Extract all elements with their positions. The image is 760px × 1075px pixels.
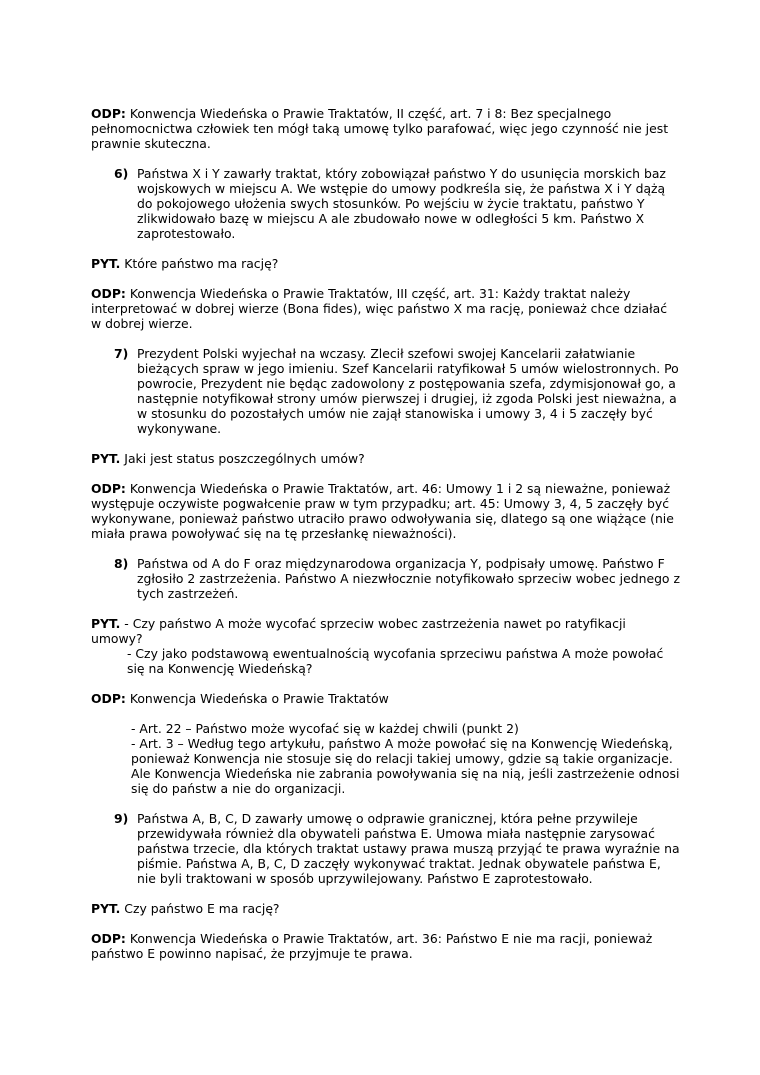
document-page <box>91 106 681 976</box>
case-text: Państwa X i Y zawarły traktat, który zobowiązał państwo Y do usunięcia morskich baz wojskowych w miejscu A. We wstępie do umowy podkreśla się, że państwa X i Y dążą do pokojowego ułożenia swych stosunków. Po wejściu w życie traktatu, państwo Y zlikwidowało bazę w miejscu A ale zbudowało nowe w odległości 5 km. Państwo X zaprotestowało. <box>137 166 666 241</box>
answer-text: Konwencja Wiedeńska o Prawie Traktatów, III część, art. 31: Każdy traktat należy interpretować w dobrej wierze (Bona fides), więc państwo X ma rację, ponieważ chce działać w dobrej wierze. <box>91 286 668 331</box>
pyt-label: PYT. <box>91 616 121 631</box>
article-item: - Art. 22 – Państwo może wycofać się w każdej chwili (punkt 2) <box>131 721 519 736</box>
question-paragraph <box>91 646 681 676</box>
question-text: - Czy jako podstawową ewentualnością wycofania sprzeciwu państwa A może powołać się na Konwencję Wiedeńską? <box>127 646 664 676</box>
question-text: - Czy państwo A może wycofać sprzeciw wobec zastrzeżenia nawet po ratyfikacji umowy? <box>91 616 626 646</box>
answer-paragraph <box>91 931 681 961</box>
case-text: Państwa A, B, C, D zawarły umowę o odprawie granicznej, która pełne przywileje przewidywała również dla obywateli państwa E. Umowa miała następnie zarysować państwa trzecie, dla których traktat ustawy prawa muszą przyjąć te prawa wyraźnie na piśmie. Państwa A, B, C, D zaczęły wykonywać traktat. Jednak obywatele państwa E, nie byli traktowani w sposób uprzywilejowany. Państwo E zaprotestowało. <box>137 811 680 886</box>
pyt-label: PYT. <box>91 256 121 271</box>
question-paragraph <box>91 451 681 466</box>
answer-paragraph <box>91 286 681 331</box>
case-item-7 <box>114 346 681 436</box>
case-number: 9) <box>114 811 129 826</box>
question-paragraph <box>91 616 681 646</box>
case-text: Prezydent Polski wyjechał na wczasy. Zlecił szefowi swojej Kancelarii załatwianie bieżących spraw w jego imieniu. Szef Kancelarii ratyfikował 5 umów wielostronnych. Po powrocie, Prezydent nie będąc zadowolony z postępowania szefa, zdymisjonował go, a następnie notyfikował strony umów pierwszej i drugiej, iż zgoda Polski jest nieważna, a w stosunku do pozostałych umów nie zajął stanowiska i umowy 3, 4 i 5 zaczęły być wykonywane. <box>137 346 679 436</box>
case-number: 8) <box>114 556 129 571</box>
case-item-9 <box>114 811 681 886</box>
case-item-8 <box>114 556 681 601</box>
answer-paragraph <box>91 106 681 151</box>
question-text: Które państwo ma rację? <box>124 256 279 271</box>
case-text: Państwa od A do F oraz międzynarodowa organizacja Y, podpisały umowę. Państwo F zgłosiło 2 zastrzeżenia. Państwo A niezwłocznie notyfikowało sprzeciw wobec jednego z tych zastrzeżeń. <box>137 556 680 601</box>
case-number: 7) <box>114 346 129 361</box>
article-item: - Art. 3 – Według tego artykułu, państwo A może powołać się na Konwencję Wiedeńską, ponieważ Konwencja nie stosuje się do relacji takiej umowy, gdzie są takie organizacje. Ale Konwencja Wiedeńska nie zabrania powoływania się na nią, jeśli zastrzeżenie odnosi się do państw a nie do organizacji. <box>131 736 680 796</box>
question-paragraph <box>91 901 681 916</box>
answer-text: Konwencja Wiedeńska o Prawie Traktatów, art. 36: Państwo E nie ma racji, ponieważ państwo E powinno napisać, że przyjmuje te prawa. <box>91 931 653 961</box>
pyt-label: PYT. <box>91 451 121 466</box>
question-text: Jaki jest status poszczególnych umów? <box>124 451 365 466</box>
answer-text: Konwencja Wiedeńska o Prawie Traktatów <box>129 691 389 706</box>
case-item-6 <box>114 166 681 241</box>
odp-label: ODP: <box>91 106 126 121</box>
pyt-label: PYT. <box>91 901 121 916</box>
odp-label: ODP: <box>91 691 126 706</box>
odp-label: ODP: <box>91 286 126 301</box>
question-text: Czy państwo E ma rację? <box>124 901 280 916</box>
answer-paragraph <box>91 691 681 706</box>
question-paragraph <box>91 256 681 271</box>
question-block <box>91 616 681 676</box>
odp-label: ODP: <box>91 481 126 496</box>
answer-text: Konwencja Wiedeńska o Prawie Traktatów, II część, art. 7 i 8: Bez specjalnego pełnomocnictwa człowiek ten mógł taką umowę tylko parafować, więc jego czynność nie jest prawnie skuteczna. <box>91 106 669 151</box>
case-number: 6) <box>114 166 129 181</box>
answer-text: Konwencja Wiedeńska o Prawie Traktatów, art. 46: Umowy 1 i 2 są nieważne, ponieważ występuje oczywiste pogwałcenie praw w tym przypadku; art. 45: Umowy 3, 4, 5 zaczęły być wykonywane, ponieważ państwo utraciło prawo odwoływania się, dlatego są one wiążące (nie miała prawa powoływać się na tę przesłankę nieważności). <box>91 481 674 541</box>
answer-paragraph <box>91 481 681 541</box>
article-list <box>91 721 681 796</box>
odp-label: ODP: <box>91 931 126 946</box>
